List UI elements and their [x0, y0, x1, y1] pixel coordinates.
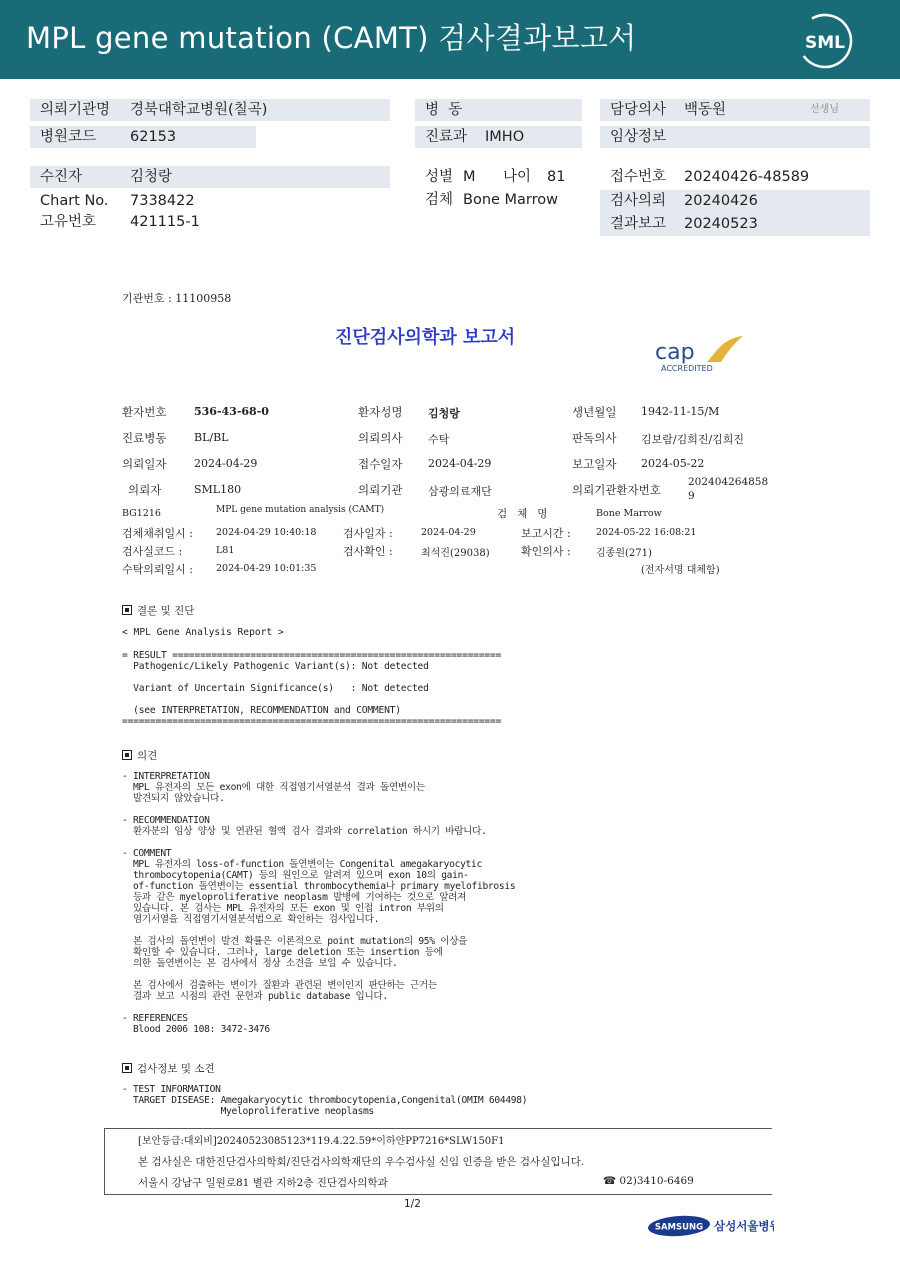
grid-label: 생년월일 [572, 405, 617, 419]
grid-value: 김보람/김희진/김희진 [641, 433, 745, 446]
footer-top-line [104, 1128, 772, 1129]
requesting-org-row [30, 99, 390, 121]
dept-label: 진료과 [425, 129, 468, 145]
report-header [0, 0, 900, 79]
grid-value: 2024-05-22 [641, 457, 705, 470]
grid-value: 김청랑 [428, 407, 460, 420]
analysis-title: < MPL Gene Analysis Report > [122, 627, 284, 638]
chart-value: 7338422 [130, 193, 195, 209]
hospital-name: 삼성서울병원 [714, 1219, 774, 1233]
lab-address: 서울시 강남구 일원로81 별관 지하2층 진단검사의학과 [138, 1177, 388, 1189]
grid-label: 환자성명 [358, 405, 403, 419]
grid-value: 수탁 [428, 433, 450, 446]
grid-value: 202404264858 [688, 476, 769, 488]
chart-row [30, 190, 390, 212]
ward-label: 병 동 [425, 102, 463, 118]
confirm-doc-label: 확인의사 : [521, 545, 571, 558]
doctor-suffix: 선생님 [810, 104, 839, 115]
exam-date-value: 2024-04-29 [421, 527, 476, 538]
samsung-hospital-logo [648, 1214, 774, 1238]
cap-accredited-logo [655, 332, 750, 374]
requesting-org-label: 의뢰기관명 [40, 102, 111, 118]
clinical-label: 임상정보 [610, 129, 667, 145]
specimen-name-value: Bone Marrow [596, 508, 662, 519]
grid-value: SML180 [194, 483, 242, 496]
receipt-value: 20240426-48589 [684, 169, 810, 185]
clinical-row [600, 126, 870, 148]
security-line: [보안등급:대외비]20240523085123*119.4.22.59*이하얀PP7216*SLW150F1 [138, 1136, 505, 1147]
request-value: 20240426 [684, 193, 758, 209]
grid-label: 보고일자 [572, 457, 617, 471]
opinion-block: - INTERPRETATION MPL 유전자의 모든 exon에 대한 직접염기서열분석 결과 돌연변이는 발견되지 않았습니다. - RECOMMENDATION 환자분의 임상 양상 및 연관된 혈액 검사 결과와 correlation 하시기 바랍니다. - COMMENT MPL 유전자의 loss-of-function 돌연변이는 Congenital amegakaryocytic thrombocytopenia(CAMT) 등의 원인으로 알려져 있으며 exon 10의 gain- of-function 돌연변이는 essential thrombocythemia나 primary myelofibrosis 등과 같은 myeloproliferative neoplasm 발병에 기여하는 것으로 알려져 있습니다. 본 검사는 MPL 유전자의 모든 exon 및 인접 intron 부위의 염기서열을 직접염기서열분석법으로 확인하는 검사입니다. 본 검사의 돌연변이 발견 확률은 이론적으로 point mutation의 95% 이상을 확인할 수 있습니다. 그러나, large deletion 또는 insertion 등에 의한 돌연변이는 본 검사에서 정상 소견을 보일 수 있습니다. 본 검사에서 검출하는 변이가 질환과 관련된 변이인지 판단하는 근거는 결과 보고 시점의 관련 문헌과 public database 입니다. - REFERENCES Blood 2006 108: 3472-3476 [122, 771, 516, 1035]
result-block: = RESULT =========================================================== Pathogenic/Likely Pathogenic Variant(s): Not detected Variant of Uncertain Significance(s) : Not detected (see INTERPRETATION, RECOMMENDATION and COMMENT) ==================================================================== [122, 650, 502, 727]
sml-logo-text: SML [805, 33, 845, 53]
doctor-label: 담당의사 [610, 102, 667, 118]
receipt-label: 접수번호 [610, 169, 667, 185]
requesting-org-value: 경북대학교병원(칠곡) [130, 102, 268, 118]
square-bullet-icon [122, 605, 132, 615]
section-opinion [122, 748, 157, 763]
footer-bottom-line [104, 1194, 772, 1195]
hospital-code-label: 병원코드 [40, 129, 97, 145]
consign-value: 2024-04-29 10:01:35 [216, 563, 317, 574]
code-line: BG1216 [122, 508, 161, 519]
unique-label: 고유번호 [40, 214, 97, 230]
page-title: MPL gene mutation (CAMT) 검사결과보고서 [26, 21, 637, 55]
grid-value: 536-43-68-0 [194, 405, 269, 418]
specimen-row [415, 189, 582, 211]
grid-label: 진료병동 [122, 431, 167, 445]
footer-left-line [104, 1128, 105, 1194]
age-value: 81 [547, 169, 566, 185]
grid-label: 접수일자 [358, 457, 403, 471]
sex-value: M [463, 169, 476, 185]
collect-value: 2024-04-29 10:40:18 [216, 527, 317, 538]
report-title: 진단검사의학과 보고서 [335, 327, 516, 348]
exam-date-label: 검사일자 : [343, 527, 393, 540]
hospital-code-value: 62153 [130, 129, 177, 145]
hospital-code-row [30, 126, 256, 148]
samsung-logo-text: SAMSUNG [654, 1222, 704, 1233]
request-result-rows [600, 190, 870, 236]
confirm-doc-value: 김종원(271) [596, 548, 652, 559]
chart-label: Chart No. [40, 193, 109, 209]
test-name: MPL gene mutation analysis (CAMT) [216, 505, 385, 515]
age-label: 나이 [503, 169, 532, 185]
grid-label: 의뢰기관 [358, 483, 403, 497]
section-test-info-title: 검사정보 및 소견 [137, 1063, 215, 1075]
collect-label: 검체채취일시 : [122, 527, 193, 540]
patient-value: 김청랑 [130, 169, 173, 185]
grid-value-continuation: 9 [688, 490, 695, 502]
grid-label: 판독의사 [572, 431, 617, 445]
page-number: 1/2 [404, 1198, 421, 1210]
grid-label: 의뢰기관환자번호 [572, 483, 661, 497]
doctor-value: 백동원 [684, 102, 727, 118]
cap-sub-text: ACCREDITED [661, 364, 713, 373]
grid-value: 삼광의료재단 [428, 485, 492, 498]
specimen-value: Bone Marrow [463, 192, 559, 208]
section-test-info [122, 1061, 215, 1076]
receipt-row [600, 166, 870, 188]
ward-row [415, 99, 582, 121]
unique-row [30, 211, 390, 233]
patient-label: 수진자 [40, 169, 83, 185]
dept-value: IMHO [485, 129, 525, 145]
consign-label: 수탁의뢰일시 : [122, 563, 193, 576]
grid-value: 2024-04-29 [194, 457, 258, 470]
lab-phone: ☎ 02)3410-6469 [603, 1175, 694, 1187]
room-value: L81 [216, 545, 235, 556]
cap-checkmark-icon [707, 336, 743, 362]
esign-note: (전자서명 대체함) [641, 565, 720, 576]
specimen-label: 검체 [425, 192, 454, 208]
section-opinion-title: 의견 [137, 750, 158, 762]
sml-logo [796, 12, 854, 70]
grid-value: 1942-11-15/M [641, 405, 720, 418]
sex-age-row [415, 166, 582, 188]
specimen-name-label: 검 체 명 [497, 508, 548, 520]
report-time-label: 보고시간 : [521, 527, 571, 540]
section-conclusion [122, 603, 194, 618]
institution-number: 기관번호 : 11100958 [122, 292, 232, 305]
patient-row [30, 166, 390, 188]
report-time-value: 2024-05-22 16:08:21 [596, 527, 697, 538]
certification-text: 본 검사실은 대한진단검사의학회/진단검사의학재단의 우수검사실 신임 인증을 받은 검사실입니다. [138, 1156, 585, 1168]
cap-text: cap [655, 340, 695, 365]
result-value: 20240523 [684, 216, 758, 232]
grid-value: BL/BL [194, 431, 229, 444]
confirm-label: 검사확인 : [343, 545, 393, 558]
grid-label: 의뢰의사 [358, 431, 403, 445]
unique-value: 421115-1 [130, 214, 200, 230]
grid-label: 의뢰일자 [122, 457, 167, 471]
grid-label: 의뢰자 [128, 483, 162, 497]
result-label: 결과보고 [610, 216, 667, 232]
square-bullet-icon [122, 1063, 132, 1073]
test-info-block: - TEST INFORMATION TARGET DISEASE: Amegakaryocytic thrombocytopenia,Congenital(OMIM 604498) Myeloproliferative neoplasms [122, 1084, 528, 1117]
dept-row [415, 126, 582, 148]
confirm-value: 최석진(29038) [421, 548, 490, 559]
grid-value: 2024-04-29 [428, 457, 492, 470]
grid-label: 환자번호 [122, 405, 167, 419]
section-conclusion-title: 결론 및 진단 [137, 605, 195, 617]
doctor-row [600, 99, 870, 121]
sex-label: 성별 [425, 169, 454, 185]
square-bullet-icon [122, 750, 132, 760]
room-label: 검사실코드 : [122, 545, 183, 558]
request-label: 검사의뢰 [610, 193, 667, 209]
